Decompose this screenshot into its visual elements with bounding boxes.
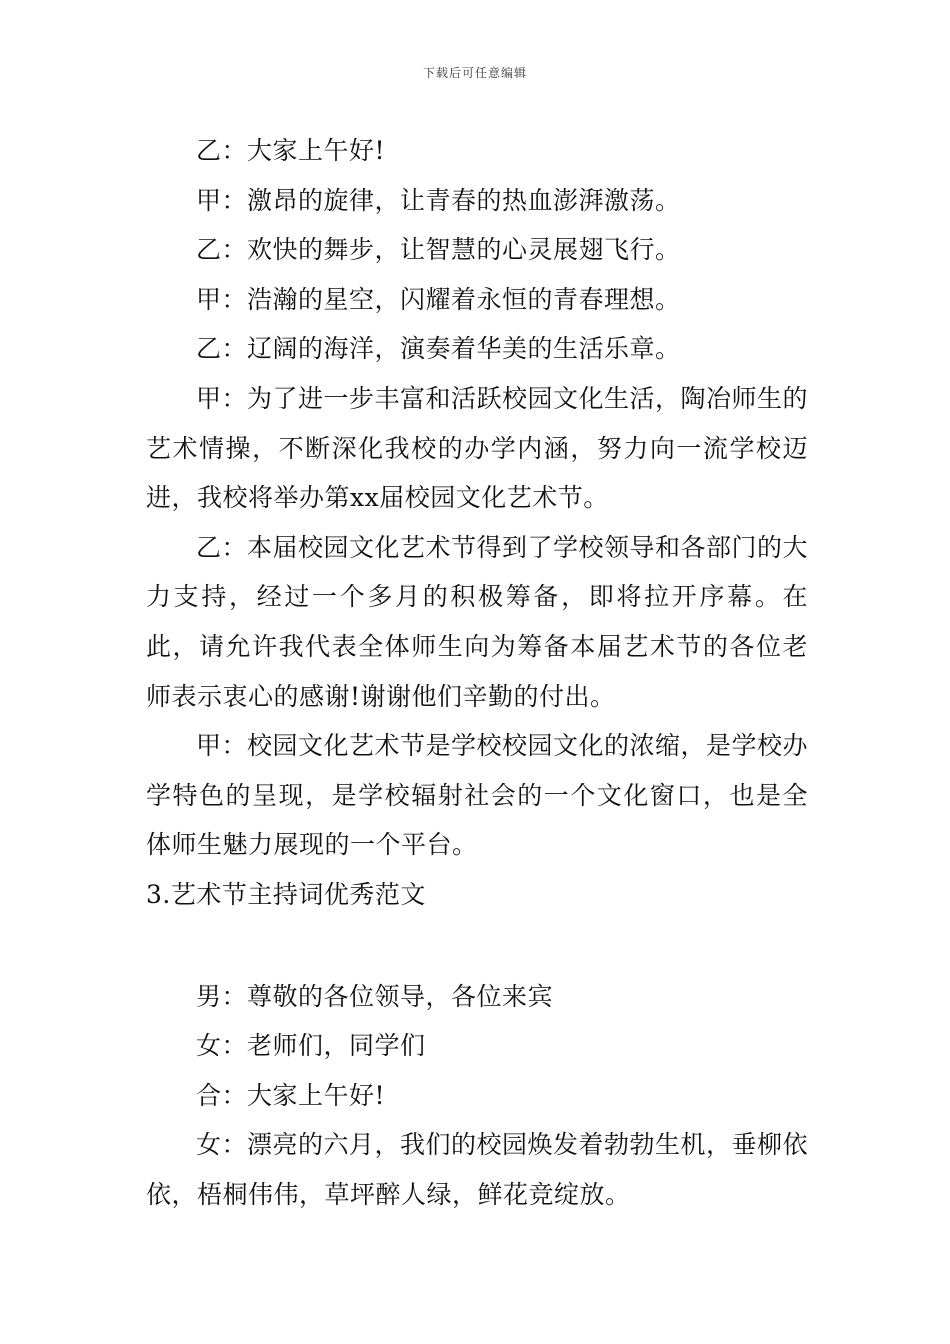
page-header-note: 下载后可任意编辑 — [422, 66, 527, 80]
paragraph: 女：老师们，同学们 — [196, 1031, 426, 1061]
section-heading: 3.艺术节主持词优秀范文 — [146, 879, 426, 909]
document-body — [146, 126, 808, 1219]
paragraph: 甲：为了进一步丰富和活跃校园文化生活，陶冶师生的艺术情操，不断深化我校的办学内涵，努力向一流学校迈进，我校将举办第xx届校园文化艺术节。 — [146, 383, 809, 513]
paragraph: 合：大家上午好! — [196, 1080, 386, 1110]
paragraph: 男：尊敬的各位领导，各位来宾 — [196, 981, 554, 1011]
section-spacer — [146, 920, 808, 972]
paragraph: 乙：辽阔的海洋，演奏着华美的生活乐章。 — [196, 334, 681, 364]
paragraph: 乙：本届校园文化艺术节得到了学校领导和各部门的大力支持，经过一个多月的积极筹备，即将拉开序幕。在此，请允许我代表全体师生向为筹备本届艺术节的各位老师表示衷心的感谢!谢谢他们辛勤的付出。 — [146, 532, 809, 711]
paragraph: 甲：校园文化艺术节是学校校园文化的浓缩，是学校办学特色的呈现，是学校辐射社会的一个文化窗口，也是全体师生魅力展现的一个平台。 — [146, 731, 809, 860]
paragraph: 乙：欢快的舞步，让智慧的心灵展翅飞行。 — [196, 235, 681, 265]
paragraph: 甲：激昂的旋律，让青春的热血澎湃激荡。 — [196, 185, 681, 215]
paragraph: 甲：浩瀚的星空，闪耀着永恒的青春理想。 — [196, 284, 681, 314]
paragraph: 女：漂亮的六月，我们的校园焕发着勃勃生机，垂柳依依，梧桐伟伟，草坪醉人绿，鲜花竞绽放。 — [146, 1130, 809, 1209]
paragraph: 乙：大家上午好! — [196, 136, 386, 165]
